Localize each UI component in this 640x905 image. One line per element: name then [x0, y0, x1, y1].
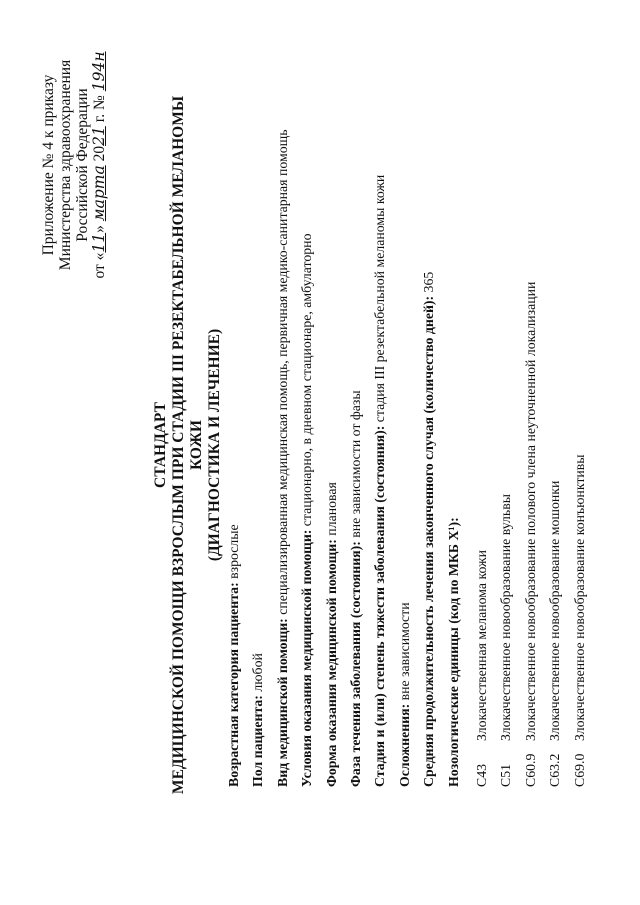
handwritten-year: 21 [90, 126, 108, 146]
document-title [152, 95, 224, 795]
icd-name: Злокачественная меланома кожи [474, 550, 489, 741]
date-sep: » [91, 221, 108, 233]
field-label: Условия оказания медицинской помощи: [299, 529, 315, 787]
code-row [494, 27, 518, 787]
field-value: плановая [323, 482, 339, 540]
order-prefix: г. № [91, 91, 108, 127]
field-label: Стадия и (или) степень тяжести заболевания (состояния): [372, 425, 388, 787]
icd-code: C51 [498, 764, 514, 787]
standard-fields [222, 27, 466, 787]
icd-name: Злокачественное новообразование мошонки [547, 480, 563, 741]
order-header [40, 25, 108, 305]
field-label: Возрастная категория пациента: [226, 582, 241, 787]
header-line-2: Министерства здравоохранения [57, 59, 74, 271]
header-line-4 [91, 25, 108, 305]
field-value: стадия III резектабельной меланомы кожи [372, 174, 388, 426]
field-label: Пол пациента: [250, 695, 266, 787]
title-line-1: СТАНДАРТ [152, 402, 169, 488]
field-value: 365 [421, 271, 437, 296]
field-row [246, 27, 270, 787]
date-prefix: от « [91, 252, 108, 279]
field-value: вне зависимости от фазы [347, 390, 363, 542]
icd-name: Злокачественное новообразование полового члена неуточненной локализации [522, 281, 538, 741]
code-row [543, 27, 567, 787]
icd-code: C60.9 [522, 753, 538, 787]
nosology-codes-list [470, 27, 592, 787]
field-label: Фаза течения заболевания (состояния): [347, 541, 363, 787]
field-row [295, 27, 319, 787]
field-value: специализированная медицинская помощь, первичная медико-санитарная помощь [274, 129, 290, 619]
field-label: Форма оказания медицинской помощи: [323, 539, 339, 787]
field-row [368, 27, 392, 787]
icd-name: Злокачественное новообразование конъюнктивы [571, 454, 587, 741]
code-row [519, 27, 543, 787]
handwritten-month: марта [90, 165, 108, 222]
field-label: Вид медицинской помощи: [274, 618, 290, 787]
field-row [442, 27, 466, 787]
field-label: Осложнения: [396, 703, 412, 787]
title-line-3: (ДИАГНОСТИКА И ЛЕЧЕНИЕ) [206, 328, 223, 562]
field-value: взрослые [226, 524, 241, 583]
code-row [568, 27, 592, 787]
field-value: стационарно, в дневном стационаре, амбулаторно [299, 233, 315, 530]
field-value: вне зависимости [396, 602, 412, 704]
field-row [344, 27, 368, 787]
field-label: Средняя продолжительность лечения законченного случая (количество дней): [421, 295, 437, 787]
title-line-2: МЕДИЦИНСКОЙ ПОМОЩИ ВЗРОСЛЫМ ПРИ СТАДИИ III РЕЗЕКТАБЕЛЬНОЙ МЕЛАНОМЫ КОЖИ [170, 95, 205, 795]
icd-code: C63.2 [547, 753, 563, 787]
field-row [417, 27, 441, 787]
icd-name: Злокачественное новообразование вульвы [498, 493, 514, 741]
field-row [271, 27, 295, 787]
header-line-3: Российской Федерации [74, 88, 91, 242]
field-value: любой [250, 653, 266, 696]
field-label: Нозологические единицы (код по МКБ X¹): [445, 517, 461, 787]
header-line-1: Приложение № 4 к приказу [40, 74, 57, 256]
field-row [222, 27, 246, 787]
field-row [393, 27, 417, 787]
icd-code: C69.0 [571, 753, 587, 787]
handwritten-day: 11 [90, 232, 108, 253]
handwritten-order-number: 194н [90, 51, 108, 92]
code-row [470, 27, 494, 787]
year-prefix: 20 [91, 145, 108, 166]
icd-code: C43 [474, 764, 489, 787]
field-row [320, 27, 344, 787]
